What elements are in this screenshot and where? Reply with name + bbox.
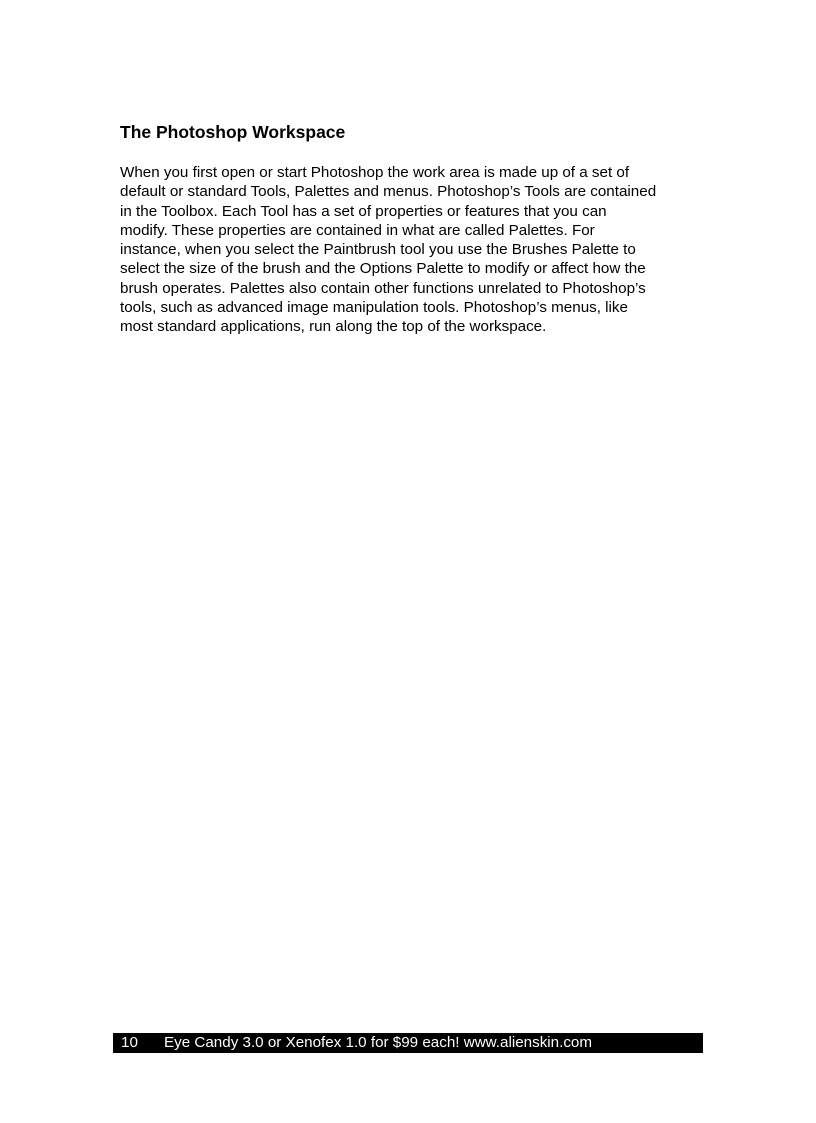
body-paragraph xyxy=(120,163,720,337)
paragraph-line: most standard applications, run along the top of the workspace. xyxy=(120,318,547,336)
footer-promo-text: Eye Candy 3.0 or Xenofex 1.0 for $99 each! www.alienskin.com xyxy=(164,1034,593,1051)
page-number: 10 xyxy=(121,1034,138,1051)
paragraph-line: in the Toolbox. Each Tool has a set of properties or features that you can xyxy=(120,202,607,220)
page-footer xyxy=(113,1033,703,1053)
paragraph-line: When you first open or start Photoshop the work area is made up of a set of xyxy=(120,164,630,181)
paragraph-line: modify. These properties are contained in what are called Palettes. For xyxy=(120,221,595,239)
paragraph-line: instance, when you select the Paintbrush tool you use the Brushes Palette to xyxy=(120,241,636,259)
paragraph-line: brush operates. Palettes also contain other functions unrelated to Photoshop’s xyxy=(120,279,646,297)
paragraph-line: select the size of the brush and the Options Palette to modify or affect how the xyxy=(120,260,646,278)
paragraph-line: default or standard Tools, Palettes and menus. Photoshop’s Tools are contained xyxy=(120,183,657,201)
paragraph-line: tools, such as advanced image manipulation tools. Photoshop’s menus, like xyxy=(120,299,628,317)
section-heading: The Photoshop Workspace xyxy=(120,122,346,142)
